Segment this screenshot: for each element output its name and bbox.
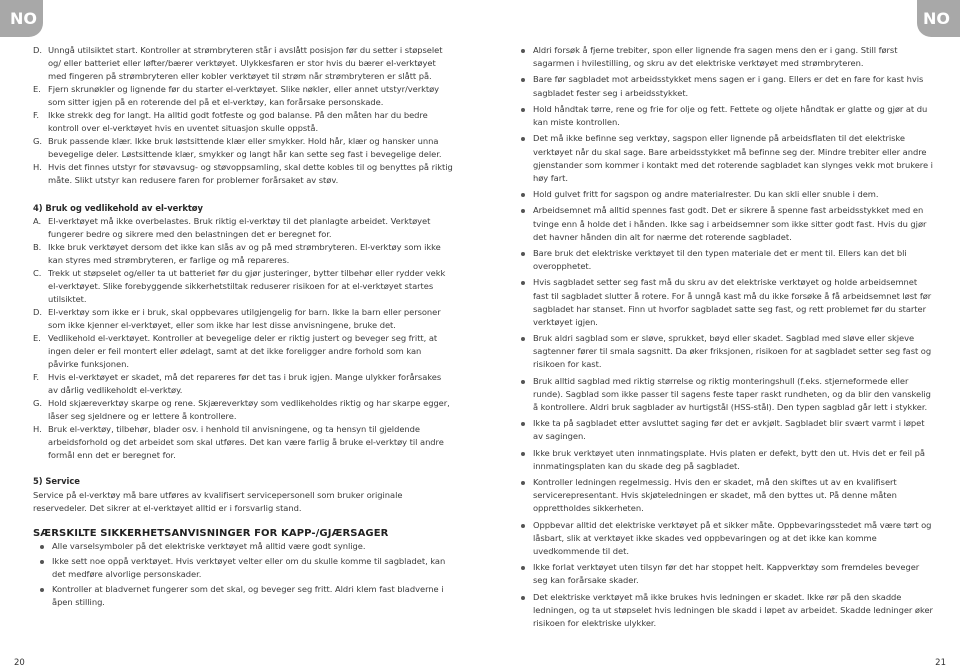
list-item: Arbeidsemnet må alltid spennes fast godt. Det er sikrere å spenne fast arbeidsstykket med en tvinge enn å holde det i hånden. Ikke sag i arbeidsemner som ikke sitter godt fast. Hvis du gjør det havner hånden din alt for nærme det roterende sagbladet. xyxy=(514,204,934,243)
item-text: Unngå utilsiktet start. Kontroller at strømbryteren står i avslått posisjon før du setter i støpselet og/ eller batteriet eller løfter/bærer verktøyet. Ulykkesfaren er stor hvis du bærer el-verktøyet med fingeren på strømbryteren eller kobler verktøyet til strøm når strømbryteren er slått på. xyxy=(48,45,443,82)
list-item xyxy=(33,267,453,306)
list-item: Bare før sagbladet mot arbeidsstykket mens sagen er i gang. Ellers er det en fare for kast hvis sagbladet fester seg i arbeidsstykket. xyxy=(514,73,934,99)
item-letter: F. xyxy=(33,372,40,383)
special-safety-heading: SÆRSKILTE SIKKERHETSANVISNINGER FOR KAPP-/GJÆRSAGER xyxy=(33,527,389,539)
item-text: El-verktøy som ikke er i bruk, skal oppbevares utilgjengelig for barn. Ikke la barn eller personer som ikke kjenner el-verktøyet, eller som ikke har lest disse anvisningene, bruke det. xyxy=(48,306,441,330)
list-item: Det må ikke befinne seg verktøy, sagspon eller lignende på arbeidsflaten til det elektriske verktøyet når du skal sage. Bare arbeidsstykket må befinne seg der. Mindre trebiter eller andre gjenstander som kommer i kontakt med det roterende sagbladet kan slynges vekk mot brukere i høy fart. xyxy=(514,132,934,184)
list-item: Ikke sett noe oppå verktøyet. Hvis verktøyet velter eller om du skulle komme til sagbladet, kan det medføre alvorlige personskader. xyxy=(33,555,453,581)
section-3-items xyxy=(33,44,453,188)
section-5-heading: 5) Service xyxy=(33,476,80,487)
item-letter: G. xyxy=(33,398,43,409)
item-letter: H. xyxy=(33,424,42,435)
list-item: Bare bruk det elektriske verktøyet til den typen materiale det er ment til. Ellers kan det bli overopphetet. xyxy=(514,247,934,273)
item-letter: H. xyxy=(33,162,42,173)
language-tab-right xyxy=(917,0,960,37)
left-column xyxy=(33,44,453,611)
item-letter: E. xyxy=(33,84,41,95)
item-text: Bruk passende klær. Ikke bruk løstsittende klær eller smykker. Hold hår, klær og hansker unna bevegelige deler. Løstsittende klær, smykker og langt hår kan sette seg fast i bevegelige deler. xyxy=(48,136,442,160)
list-item: Hvis sagbladet setter seg fast må du skru av det elektriske verktøyet og holde arbeidsemnet fast til sagbladet slutter å rotere. For å unngå kast må du ikke forsøke å få arbeidsemnet løst før sagbladet har stanset. Finn ut hvorfor sagbladet satte seg fast, og rett problemet før du starter verktøyet igjen. xyxy=(514,276,934,328)
service-text: Service på el-verktøy må bare utføres av kvalifisert servicepersonell som bruker originale reservedeler. Det sikrer at el-verktøyet alltid er i forsvarlig stand. xyxy=(33,489,403,513)
page-number-left: 20 xyxy=(14,658,25,668)
list-item xyxy=(33,83,453,109)
list-item: Hold håndtak tørre, rene og frie for olje og fett. Fettete og oljete håndtak er glatte og gjør at du kan miste kontrollen. xyxy=(514,103,934,129)
item-letter: B. xyxy=(33,241,42,252)
item-text: Hold skjæreverktøy skarpe og rene. Skjæreverktøy som vedlikeholdes riktig og har skarpe egger, låser seg sjeldnere og er lettere å kontrollere. xyxy=(48,398,450,422)
list-item: Alle varselsymboler på det elektriske verktøyet må alltid være godt synlige. xyxy=(33,540,453,553)
item-text: El-verktøyet må ikke overbelastes. Bruk riktig el-verktøy til det planlagte arbeidet. Verktøyet fungerer bedre og sikrere med den belastningen det er beregnet for. xyxy=(48,215,431,239)
item-letter: A. xyxy=(33,215,42,226)
item-text: Trekk ut støpselet og/eller ta ut batteriet før du gjør justeringer, bytter tilbehør eller rydder vekk el-verktøyet. Slike forebyggende sikkerhetstiltak reduserer risikoen for at el-verktøyet startes utilsiktet. xyxy=(48,267,446,304)
list-item: Kontroller at bladvernet fungerer som det skal, og beveger seg fritt. Aldri klem fast bladverne i åpen stilling. xyxy=(33,583,453,609)
list-item: Kontroller ledningen regelmessig. Hvis den er skadet, må den skiftes ut av en kvalifisert servicerepresentant. Hvis skjøteledningen er skadet, må den byttes ut. På denne måten opprettholdes sikkerheten. xyxy=(514,476,934,515)
item-text: Hvis det finnes utstyr for støvavsug- og støvoppsamling, skal dette kobles til og benyttes på riktig måte. Slikt utstyr kan redusere faren for problemer forårsaket av støv. xyxy=(48,162,453,186)
list-item: Bruk aldri sagblad som er sløve, sprukket, bøyd eller skadet. Sagblad med sløve eller skjeve sagtenner fører til smala sagsnitt. Da øker friksjonen, risikoen for at sagbladet setter seg fast og risikoen for kast. xyxy=(514,332,934,371)
section-4-heading: 4) Bruk og vedlikehold av el-verktøy xyxy=(33,202,203,213)
list-item xyxy=(33,215,453,241)
item-letter: D. xyxy=(33,45,42,55)
list-item xyxy=(33,135,453,161)
list-item: Ikke forlat verktøyet uten tilsyn før det har stoppet helt. Kappverktøy som fremdeles beveger seg kan forårsake skader. xyxy=(514,561,934,587)
list-item xyxy=(33,109,453,135)
list-item: Hold gulvet fritt for sagspon og andre materialrester. Du kan skli eller snuble i dem. xyxy=(514,188,934,201)
list-item xyxy=(33,332,453,371)
section-4-items xyxy=(33,215,453,463)
item-text: Hvis el-verktøyet er skadet, må det repareres før det tas i bruk igjen. Mange ulykker forårsakes av dårlig vedlikeholdt el-verktøy. xyxy=(48,372,442,396)
list-item xyxy=(33,241,453,267)
right-column xyxy=(514,44,934,633)
list-item: Ikke ta på sagbladet etter avsluttet saging før det er avkjølt. Sagbladet blir svært varmt i løpet av sagingen. xyxy=(514,417,934,443)
language-tab-left xyxy=(0,0,43,37)
item-letter: G. xyxy=(33,136,43,147)
list-item xyxy=(33,371,453,397)
item-letter: D. xyxy=(33,306,42,317)
item-text: Vedlikehold el-verktøyet. Kontroller at bevegelige deler er riktig justert og beveger seg fritt, at ingen deler er feil montert eller ødelagt, samt at det ikke foreligger andre forhold som kan påvirke funksjonen. xyxy=(48,332,438,370)
list-item xyxy=(33,44,453,83)
list-item: Bruk alltid sagblad med riktig størrelse og riktig monteringshull (f.eks. stjerneformede eller runde). Sagblad som ikke passer til sagens feste taper raskt rundheten, og da blir den vanskelig å kontrollere. Aldri bruk sagblader av hurtigstål (HSS-stål). Den typen sagblad går lett i stykker. xyxy=(514,375,934,414)
item-letter: C. xyxy=(33,267,42,278)
right-safety-list xyxy=(514,44,934,630)
item-text: Fjern skrunøkler og lignende før du starter el-verktøyet. Slike nøkler, eller annet utstyr/verktøy som sitter igjen på en roterende del på et el-verktøy, kan forårsake personskade. xyxy=(48,84,440,108)
language-tab-right-label: NO xyxy=(923,9,950,28)
item-text: Ikke bruk verktøyet dersom det ikke kan slås av og på med strømbryteren. El-verktøy som ikke kan styres med strømbryteren, er farlige og må repareres. xyxy=(48,241,441,265)
list-item xyxy=(33,306,453,332)
list-item xyxy=(33,161,453,187)
list-item: Ikke bruk verktøyet uten innmatingsplate. Hvis platen er defekt, bytt den ut. Hvis det er feil på innmatingsplaten kan du skade deg på sagbladet. xyxy=(514,447,934,473)
page-number-right: 21 xyxy=(935,658,946,668)
list-item xyxy=(33,397,453,423)
language-tab-left-label: NO xyxy=(10,9,37,28)
item-text: Ikke strekk deg for langt. Ha alltid godt fotfeste og god balanse. På den måten har du bedre kontroll over el-verktøyet hvis en uventet situasjon skulle oppstå. xyxy=(48,110,428,134)
item-letter: E. xyxy=(33,332,41,343)
item-text: Bruk el-verktøy, tilbehør, blader osv. i henhold til anvisningene, og ta hensyn til gjeldende arbeidsforhold og det arbeidet som skal utføres. Det kan være farlig å bruke el-verktøy til andre formål enn det er beregnet for. xyxy=(48,424,444,461)
special-safety-list xyxy=(33,540,453,609)
list-item: Det elektriske verktøyet må ikke brukes hvis ledningen er skadet. Ikke rør på den skadde ledningen, og ta ut støpselet hvis ledningen ble skadd i løpet av arbeidet. Skadde ledninger øker risikoen for elektriske ulykker. xyxy=(514,591,934,630)
item-letter: F. xyxy=(33,110,40,121)
list-item xyxy=(33,423,453,462)
list-item: Oppbevar alltid det elektriske verktøyet på et sikker måte. Oppbevaringsstedet må være tørt og låsbart, slik at verktøyet ikke skades ved oppbevaringen og at det ikke kan komme uvedkommende til det. xyxy=(514,519,934,558)
list-item: Aldri forsøk å fjerne trebiter, spon eller lignende fra sagen mens den er i gang. Still først sagarmen i hvilestilling, og skru av det elektriske verktøyet med strømbryteren. xyxy=(514,44,934,70)
